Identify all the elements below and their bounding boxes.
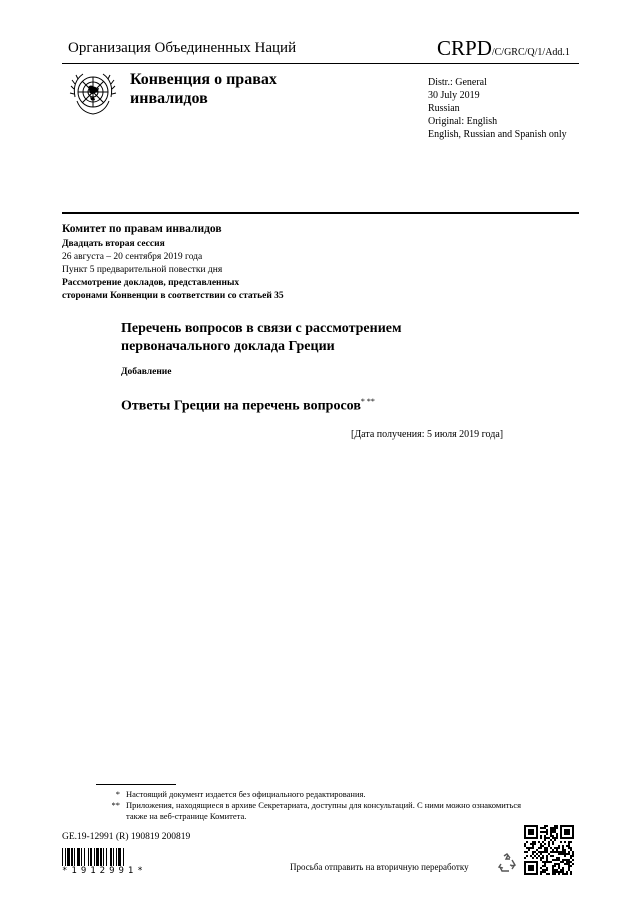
distr-languages-only: English, Russian and Spanish only — [428, 129, 567, 140]
footnote-text: Настоящий документ издается без официального редактирования. — [126, 789, 366, 799]
footnotes — [100, 789, 530, 822]
committee-name: Комитет по правам инвалидов — [62, 223, 222, 235]
un-emblem-icon — [66, 67, 120, 121]
title-line-1: Перечень вопросов в связи с рассмотрением — [121, 321, 402, 336]
agenda-title-line-2: сторонами Конвенции в соответствии со статьей 35 — [62, 291, 284, 301]
recycle-text: Просьба отправить на вторичную переработку — [290, 862, 469, 872]
footnote-mark: ** — [111, 800, 120, 810]
header-rule — [62, 63, 579, 64]
section-rule — [62, 212, 579, 214]
distr-date: 30 July 2019 — [428, 90, 480, 101]
replies-title-text: Ответы Греции на перечень вопросов — [121, 398, 361, 414]
distr-original: Original: English — [428, 116, 498, 127]
agenda-title-line-1: Рассмотрение докладов, представленных — [62, 278, 240, 288]
organization-name: Организация Объединенных Наций — [68, 40, 297, 56]
session-block — [62, 238, 402, 303]
qr-code-icon — [524, 825, 574, 875]
convention-title: Конвенция о правах инвалидов — [130, 71, 277, 107]
session-dates: 26 августа – 20 сентября 2019 года — [62, 252, 203, 262]
document-title — [121, 320, 402, 356]
distr-language: Russian — [428, 103, 460, 114]
document-symbol — [437, 36, 570, 61]
addendum-label: Добавление — [121, 367, 172, 377]
footnote-item — [100, 800, 530, 822]
symbol-main: CRPD — [437, 36, 492, 60]
footnote-marks: * ** — [360, 397, 375, 406]
distr-line: Distr.: General — [428, 77, 487, 88]
title-line-2: первоначального доклада Греции — [121, 339, 335, 354]
document-number: GE.19-12991 (R) 190819 200819 — [62, 832, 191, 842]
footnote-rule — [96, 784, 176, 785]
replies-title — [121, 397, 375, 415]
date-received: [Дата получения: 5 июля 2019 года] — [351, 429, 504, 440]
barcode-icon — [62, 848, 152, 866]
footnote-mark: * — [115, 789, 120, 799]
footnote-text: Приложения, находящиеся в архиве Секретариата, доступны для консультаций. С ними можно ознакомиться также на веб-странице Комитета. — [126, 800, 522, 821]
footnote-item — [100, 789, 530, 800]
agenda-item: Пункт 5 предварительной повестки дня — [62, 265, 223, 275]
recycle-icon — [496, 852, 518, 874]
distribution-block — [428, 76, 567, 141]
symbol-suffix: /C/GRC/Q/1/Add.1 — [491, 47, 570, 58]
barcode-text: *1912991* — [62, 866, 147, 876]
session-title: Двадцать вторая сессия — [62, 239, 165, 249]
